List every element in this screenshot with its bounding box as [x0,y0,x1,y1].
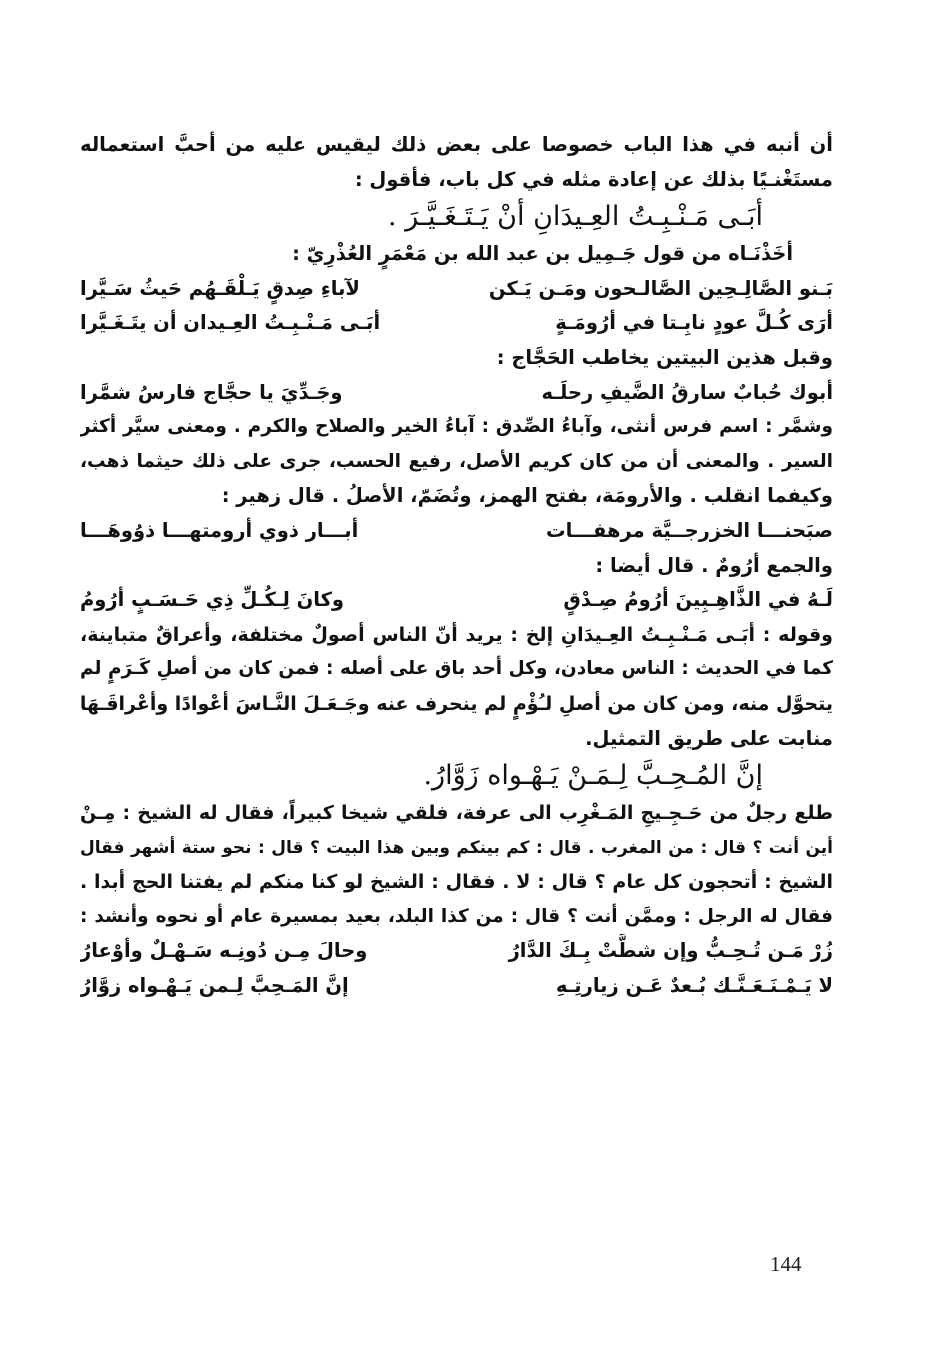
verse-line [80,969,833,1004]
paragraph-line: أين أنت ؟ قال : من المغرب . قال : كم بينكم وبين هذا البيت ؟ قال : نحو ستة أشهر فقال [80,837,833,858]
verse-line [80,514,833,549]
paragraph-line: كما في الحديث : الناس معادن، وكل أحد باق على أصله : فمن كان من أصلِ كَـرَمٍ لم [80,658,833,680]
paragraph-line: أخَذْنَـاه من قول جَـمِيل بن عبد الله بن مَعْمَرٍ العُذْرِيّ : [292,242,793,266]
verse-second-hemistich: أبـــار ذوي أرومتهـــا ذوُوهَـــا [80,518,359,542]
verse-first-hemistich: بَـنو الصَّالِـحِين الصَّالـحون ومَـن يَـكن [488,276,833,300]
paragraph-line: الشيخ : أتحجون كل عام ؟ قال : لا . فقال : الشيخ لو كنا منكم لم يفتنا الحج أبدا . [80,871,833,894]
paragraph-line: وقبل هذين البيتين يخاطب الحَجَّاج : [496,345,833,369]
verse-first-hemistich: لَـهُ في الذَّاهِـبِينَ أرُومُ صِـدْقٍ [563,588,833,612]
paragraph-line: يتحوَّل منه، ومن كان من أصلِ لـُؤْمٍ لم ينحرف عنه وجَـعَـلَ النَّـاسَ أعْوادًا وأعْراقَـهَا [80,692,833,715]
verse-first-hemistich: لا يَـمْـنَـعَـنَّـك بُـعدٌ عَـن زيارتِـهِ [555,974,833,998]
proverb-heading: إنَّ المُـحِـبَّ لِـمَـنْ يَـهْـواه زَوَّارُ. [423,760,763,792]
verse-second-hemistich: وحالَ مِـن دُونِـه سَـهْـلٌ وأوْعارُ [80,939,368,963]
verse-first-hemistich: أرَى كُـلَّ عودٍ نابِـتا في أرُومَـةٍ [555,311,833,335]
verse-line [80,583,833,618]
proverb-heading: أبَـى مَـنْـبِـتُ العِـيدَانِ أنْ يَـتَـغَـيَّـرَ . [388,201,763,233]
page-number: 144 [770,1252,802,1276]
verse-line [80,376,833,411]
page-body-text [80,128,833,1004]
paragraph-line: والجمع أرُومٌ . قال أيضا : [595,553,833,577]
verse-first-hemistich: زُرْ مَـن تُـحِـبُّ وإن شطَّتْ بِـكَ الدَّارُ [508,939,833,963]
paragraph-line: السير . والمعنى أن من كان كريم الأصل، رفيع الحسب، جرى على ذلك حيثما ذهب، [80,450,833,472]
verse-first-hemistich: أبوك حُبابٌ سارقُ الضَّيفِ رحلَـه [541,380,833,404]
paragraph-line: فقال له الرجل : وممَّن أنت ؟ قال : من كذا البلد، بعيد بمسيرة عام أو نحوه وأنشد : [80,905,833,927]
verse-second-hemistich: إنَّ المَـحِبَّ لِـمن يَـهْـواه زوَّارُ [80,974,349,998]
paragraph-line: منابت على طريق التمثيل. [585,726,833,750]
paragraph-line: مستَغْنـيًا بذلك عن إعادة مثله في كل باب، فأقول : [354,167,833,191]
verse-second-hemistich: وكانَ لِـكُـلِّ ذِي حَـسَـبٍ أرُومُ [80,588,345,612]
verse-second-hemistich: أبَـى مَـنْـبِـتُ العِـيدان أن يتَـغَـيَّرا [80,311,381,335]
verse-second-hemistich: لآباءِ صِدقٍ يَـلْقَـهُم حَيثُ سَـيَّرا [80,276,360,300]
verse-second-hemistich: وجَـدِّيَ يا حجَّاج فارسُ شمَّرا [80,380,343,404]
paragraph-line: وقوله : أبَـى مَـنْـبِـتُ العِـيدَانِ إلخ : يريد أنّ الناس أصولٌ مختلفة، وأعراقٌ متباينة، [80,623,833,646]
verse-line [80,306,833,341]
verse-first-hemistich: صبَحنـــا الخزرجــيَّة مرهفـــات [546,518,833,542]
paragraph-line: وكيفما انقلب . والأرومَة، بفتح الهمز، وتُضَمّ، الأصلُ . قال زهير : [221,484,833,508]
verse-line [80,934,833,969]
paragraph-line: أن أنبه في هذا الباب خصوصا على بعض ذلك ليقيس عليه من أحبَّ استعماله [80,133,833,156]
paragraph-line: طلع رجلٌ من حَـجِـيجِ المَـغْرِب الى عرفة، فلقي شيخا كبيراً، فقال له الشيخ : مِـنْ [80,802,833,825]
paragraph-line: وشمَّر : اسم فرس أنثى، وآباءُ الصِّدق : آباءُ الخير والصلاح والكرم . ومعنى سيَّر أكثر [80,416,833,438]
verse-line [80,272,833,307]
